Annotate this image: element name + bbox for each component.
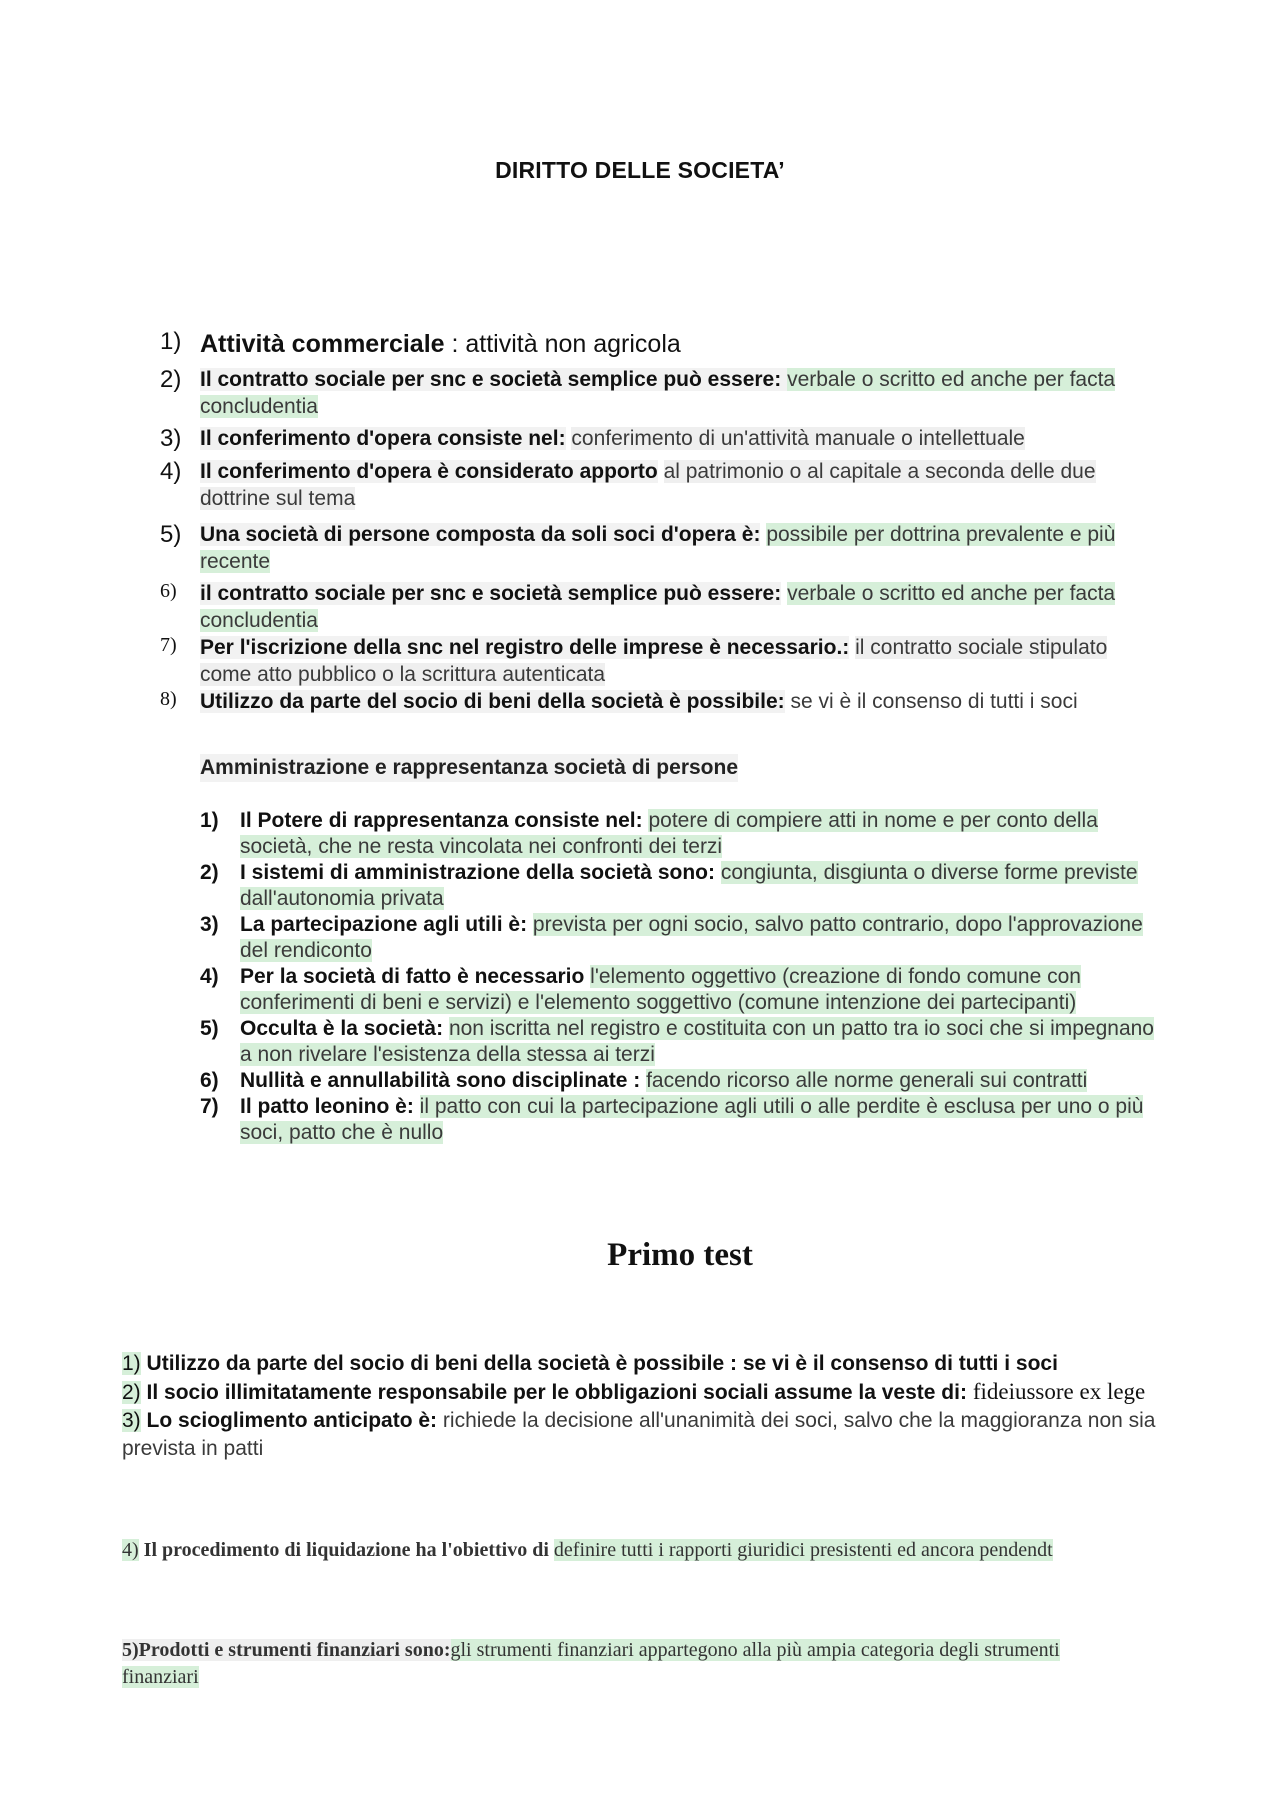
item-question: Attività commerciale xyxy=(200,330,445,358)
item-answer: congiunta, disgiunta o diverse forme previste dall'autonomia privata xyxy=(240,861,1138,910)
item-question: Lo scioglimento anticipato è: xyxy=(146,1409,438,1432)
item-number: 7) xyxy=(200,1095,219,1118)
item-question: il contratto sociale per snc e società semplice può essere: xyxy=(200,582,782,605)
item-question: Per l'iscrizione della snc nel registro delle imprese è necessario.: xyxy=(200,636,850,659)
item-question: Prodotti e strumenti finanziari sono: xyxy=(138,1639,451,1661)
item-question: I sistemi di amministrazione della società sono: xyxy=(240,861,715,884)
item-separator: : xyxy=(444,330,466,358)
item-answer: fideiussore ex lege xyxy=(972,1379,1146,1404)
list-item xyxy=(122,1350,1162,1378)
item-number: 5) xyxy=(200,1017,219,1040)
item-answer: il patto con cui la partecipazione agli utili o alle perdite è esclusa per uno o più soci, patto che è nullo xyxy=(240,1095,1144,1144)
list-item xyxy=(122,1537,1122,1564)
item-number: 3) xyxy=(160,425,182,452)
item-answer: l'elemento oggettivo (creazione di fondo comune con conferimenti di beni e servizi) e l'elemento soggettivo (comune intenzione dei partecipanti) xyxy=(240,965,1081,1014)
list-item xyxy=(200,964,1160,1016)
item-number: 6) xyxy=(160,580,177,602)
item-number: 4) xyxy=(160,458,182,485)
item-question: Il conferimento d'opera è considerato apporto xyxy=(200,460,658,483)
item-answer: conferimento di un'attività manuale o intellettuale xyxy=(571,427,1025,450)
item-question: Il procedimento di liquidazione ha l'obiettivo di xyxy=(143,1539,549,1561)
item-question: Il conferimento d'opera consiste nel: xyxy=(200,427,566,450)
item-text: Utilizzo da parte del socio di beni della società è possibile : se vi è il consenso di tutti i soci xyxy=(146,1352,1058,1375)
list-item xyxy=(200,860,1160,912)
document-title: DIRITTO DELLE SOCIETA’ xyxy=(495,157,785,183)
item-answer: richiede la decisione all'unanimità dei soci, salvo che la maggioranza non sia prevista in patti xyxy=(122,1409,1156,1460)
item-question: Nullità e annullabilità sono disciplinate : xyxy=(240,1069,641,1092)
item-number: 1) xyxy=(122,1352,141,1375)
item-number: 5) xyxy=(122,1639,139,1661)
item-question: Il contratto sociale per snc e società semplice può essere: xyxy=(200,368,788,391)
list-item xyxy=(160,458,1160,512)
item-number: 3) xyxy=(122,1409,141,1432)
item-number: 4) xyxy=(122,1539,139,1561)
item-number: 6) xyxy=(200,1069,219,1092)
list-1 xyxy=(160,328,1160,715)
item-number: 2) xyxy=(122,1381,141,1404)
item-answer: prevista per ogni socio, salvo patto contrario, dopo l'approvazione del rendiconto xyxy=(240,913,1143,962)
list-item xyxy=(200,1068,1160,1094)
item-number: 1) xyxy=(200,809,219,832)
item-answer: possibile per dottrina prevalente e più recente xyxy=(200,523,1116,573)
list-item xyxy=(200,912,1160,964)
item-answer: attività non agricola xyxy=(465,330,681,358)
item-question: Il patto leonino è: xyxy=(240,1095,414,1118)
item-number: 7) xyxy=(160,634,177,656)
item-answer: se vi è il consenso di tutti i soci xyxy=(790,690,1078,713)
item-answer: non iscritta nel registro e costituita con un patto tra io soci che si impegnano a non rivelare l'esistenza della stessa ai terzi xyxy=(240,1017,1154,1066)
list-item xyxy=(160,521,1160,575)
item-question: La partecipazione agli utili è: xyxy=(240,913,528,936)
list-item xyxy=(160,688,1160,715)
primo-test-list xyxy=(122,1350,1162,1463)
item-answer: verbale o scritto ed anche per facta concludentia xyxy=(200,582,1116,632)
item-answer: gli strumenti finanziari appartegono alla più ampia categoria degli strumenti finanziari xyxy=(122,1639,1060,1688)
section-heading: Amministrazione e rappresentanza società di persone xyxy=(200,754,738,782)
item-answer: il contratto sociale stipulato come atto pubblico o la scrittura autenticata xyxy=(200,636,1108,686)
list-item xyxy=(200,1094,1160,1146)
item-question: Per la società di fatto è necessario xyxy=(240,965,585,988)
item-answer: definire tutti i rapporti giuridici presistenti ed ancora pendendt xyxy=(553,1539,1053,1561)
item-answer: facendo ricorso alle norme generali sui contratti xyxy=(646,1069,1088,1092)
item-answer: verbale o scritto ed anche per facta concludentia xyxy=(200,368,1116,418)
item-number: 8) xyxy=(160,688,177,710)
list-item xyxy=(160,425,1160,453)
list-item xyxy=(122,1378,1162,1407)
item-question: Occulta è la società: xyxy=(240,1017,444,1040)
item-question: Il Potere di rappresentanza consiste nel: xyxy=(240,809,649,832)
list-item xyxy=(122,1637,1122,1691)
list-2 xyxy=(200,808,1160,1146)
list-item xyxy=(160,634,1160,688)
item-number: 3) xyxy=(200,913,219,936)
item-answer: potere di compiere atti in nome e per conto della società, che ne resta vincolata nei confronti dei terzi xyxy=(240,809,1098,858)
list-item xyxy=(160,366,1160,420)
item-question: Il socio illimitatamente responsabile per le obbligazioni sociali assume la veste di: xyxy=(146,1381,967,1404)
item-number: 5) xyxy=(160,521,182,548)
item-number: 2) xyxy=(160,366,182,393)
list-item xyxy=(200,1016,1160,1068)
primo-test-heading: Primo test xyxy=(607,1237,753,1273)
list-item xyxy=(160,580,1160,634)
item-answer: al patrimonio o al capitale a seconda delle due dottrine sul tema xyxy=(200,460,1096,510)
item-number: 1) xyxy=(160,328,182,355)
item-number: 4) xyxy=(200,965,219,988)
item-number: 2) xyxy=(200,861,219,884)
item-question: Una società di persone composta da soli soci d'opera è: xyxy=(200,523,761,546)
list-item xyxy=(160,328,1160,360)
item-question: Utilizzo da parte del socio di beni della società è possibile: xyxy=(200,690,785,713)
list-item xyxy=(200,808,1160,860)
list-item xyxy=(122,1407,1162,1463)
